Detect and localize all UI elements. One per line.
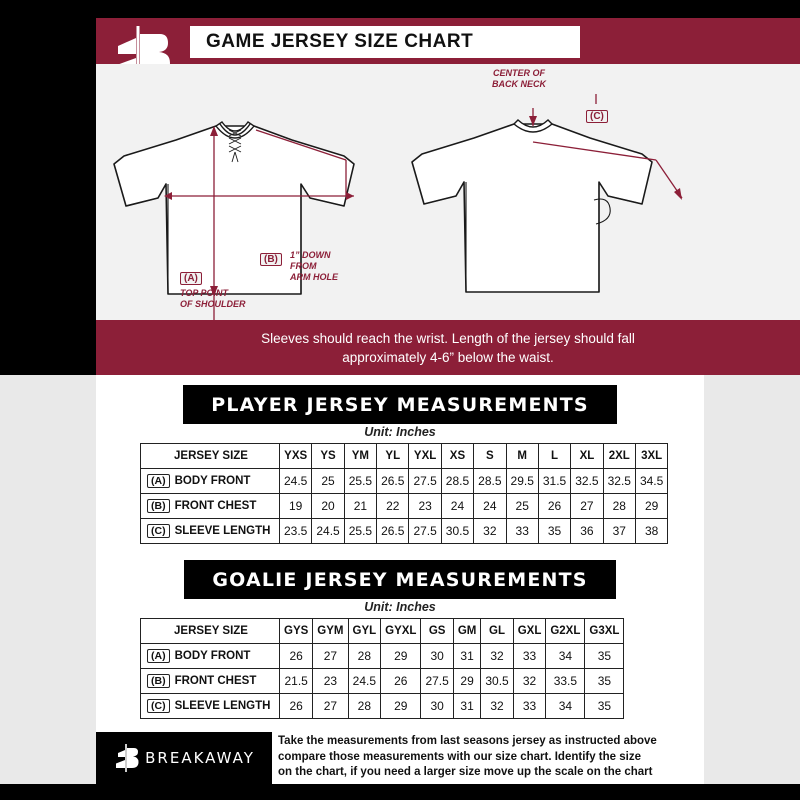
footer-brand-text: BREAKAWAY: [145, 749, 255, 767]
page-title: GAME JERSEY SIZE CHART: [206, 31, 474, 52]
header-left-black-block: [0, 18, 96, 64]
goalie-cell-0-3: 29: [381, 644, 421, 669]
goalie-size-col-g3xl: G3XL: [585, 619, 624, 644]
goalie-size-col-gyxl: GYXL: [381, 619, 421, 644]
player-cell-1-7: 25: [506, 494, 538, 519]
goalie-cell-2-2: 28: [348, 694, 381, 719]
goalie-unit-label: Unit: Inches: [364, 600, 436, 614]
player-row-label-1: (B) FRONT CHEST: [141, 494, 280, 519]
goalie-cell-0-2: 28: [348, 644, 381, 669]
table-row: [141, 669, 624, 694]
back-center-neck-label: CENTER OF BACK NECK: [492, 68, 546, 89]
goalie-row-tag-0: (A): [147, 649, 170, 663]
player-row-tag-2: (C): [147, 524, 170, 538]
table-row: [141, 644, 624, 669]
goalie-cell-1-1: 23: [313, 669, 348, 694]
player-unit-label: Unit: Inches: [364, 425, 436, 439]
player-size-col-yxl: YXL: [409, 444, 441, 469]
breakaway-b-logo-icon: [113, 743, 139, 773]
player-size-col-yxs: YXS: [280, 444, 312, 469]
jersey-illustration-area: [0, 64, 800, 320]
illustration-left-black-block: [0, 64, 96, 320]
goalie-cell-1-6: 30.5: [481, 669, 513, 694]
player-cell-0-1: 25: [312, 469, 344, 494]
goalie-cell-0-4: 30: [421, 644, 453, 669]
front-point-b-label: 1” DOWN FROM ARM HOLE: [290, 250, 338, 282]
player-cell-0-2: 25.5: [344, 469, 376, 494]
illustration-panel: [96, 64, 800, 320]
goalie-cell-1-0: 21.5: [280, 669, 313, 694]
fit-note-line-1: Sleeves should reach the wrist. Length of the jersey should fall: [261, 330, 635, 346]
goalie-size-col-gl: GL: [481, 619, 513, 644]
player-size-header: JERSEY SIZE: [141, 444, 280, 469]
goalie-size-col-gm: GM: [453, 619, 481, 644]
player-cell-2-2: 25.5: [344, 519, 376, 544]
player-row-tag-1: (B): [147, 499, 170, 513]
player-cell-0-9: 32.5: [571, 469, 603, 494]
measurements-area: [0, 375, 800, 765]
player-table-header-row: [141, 444, 668, 469]
player-section-title-wrap: [0, 385, 800, 424]
footer-instructions: [278, 734, 698, 781]
player-size-col-2xl: 2XL: [603, 444, 635, 469]
goalie-section-title: GOALIE JERSEY MEASUREMENTS: [184, 560, 615, 599]
player-size-col-l: L: [538, 444, 570, 469]
goalie-cell-2-3: 29: [381, 694, 421, 719]
player-cell-1-10: 28: [603, 494, 635, 519]
goalie-row-tag-2: (C): [147, 699, 170, 713]
goalie-section-title-wrap: [0, 560, 800, 599]
goalie-cell-0-9: 35: [585, 644, 624, 669]
goalie-cell-0-8: 34: [546, 644, 585, 669]
front-point-b-badge: (B): [260, 253, 282, 266]
player-cell-0-3: 26.5: [377, 469, 409, 494]
fit-note-band: [96, 320, 800, 375]
player-size-col-3xl: 3XL: [635, 444, 667, 469]
player-cell-0-6: 28.5: [474, 469, 506, 494]
player-size-col-ym: YM: [344, 444, 376, 469]
player-size-col-xs: XS: [441, 444, 473, 469]
goalie-cell-0-1: 27: [313, 644, 348, 669]
goalie-measurements-table: [140, 618, 624, 719]
player-cell-2-9: 36: [571, 519, 603, 544]
player-cell-0-4: 27.5: [409, 469, 441, 494]
player-cell-0-8: 31.5: [538, 469, 570, 494]
goalie-cell-2-4: 30: [421, 694, 453, 719]
player-cell-1-9: 27: [571, 494, 603, 519]
goalie-cell-1-7: 32: [513, 669, 546, 694]
goalie-size-col-gym: GYM: [313, 619, 348, 644]
player-row-tag-0: (A): [147, 474, 170, 488]
footer-brand-block: [96, 732, 272, 784]
player-cell-1-1: 20: [312, 494, 344, 519]
table-row: [141, 469, 668, 494]
goalie-cell-1-5: 29: [453, 669, 481, 694]
footer-line-1: Take the measurements from last seasons jersey as instructed above: [278, 735, 657, 747]
goalie-size-col-gyl: GYL: [348, 619, 381, 644]
goalie-cell-0-6: 32: [481, 644, 513, 669]
goalie-cell-0-5: 31: [453, 644, 481, 669]
table-row: [141, 494, 668, 519]
back-point-c-badge: (C): [586, 110, 608, 123]
goalie-cell-0-0: 26: [280, 644, 313, 669]
player-size-col-ys: YS: [312, 444, 344, 469]
goalie-cell-1-9: 35: [585, 669, 624, 694]
player-cell-1-6: 24: [474, 494, 506, 519]
player-size-col-s: S: [474, 444, 506, 469]
footer-left-grey: [0, 732, 96, 784]
player-row-label-0: (A) BODY FRONT: [141, 469, 280, 494]
player-cell-2-1: 24.5: [312, 519, 344, 544]
player-cell-1-3: 22: [377, 494, 409, 519]
goalie-size-header: JERSEY SIZE: [141, 619, 280, 644]
footer-line-3: on the chart, if you need a larger size move up the scale on the chart: [278, 766, 653, 778]
fit-note-line-2: approximately 4-6” below the waist.: [342, 349, 554, 365]
goalie-cell-2-0: 26: [280, 694, 313, 719]
goalie-cell-2-7: 33: [513, 694, 546, 719]
player-cell-0-5: 28.5: [441, 469, 473, 494]
player-size-col-yl: YL: [377, 444, 409, 469]
goalie-cell-2-9: 35: [585, 694, 624, 719]
footer-line-2: compare those measurements with our size chart. Identify the size: [278, 750, 641, 763]
player-cell-2-8: 35: [538, 519, 570, 544]
footer-bar: [0, 732, 800, 784]
goalie-table-header-row: [141, 619, 624, 644]
player-cell-0-0: 24.5: [280, 469, 312, 494]
player-cell-2-7: 33: [506, 519, 538, 544]
header-title-box: [190, 26, 580, 58]
player-cell-2-6: 32: [474, 519, 506, 544]
goalie-row-label-2: (C) SLEEVE LENGTH: [141, 694, 280, 719]
goalie-row-tag-1: (B): [147, 674, 170, 688]
goalie-size-col-gs: GS: [421, 619, 453, 644]
player-cell-0-10: 32.5: [603, 469, 635, 494]
front-point-a-label: TOP POINT OF SHOULDER: [180, 288, 246, 309]
goalie-cell-1-3: 26: [381, 669, 421, 694]
goalie-row-label-1: (B) FRONT CHEST: [141, 669, 280, 694]
goalie-cell-2-6: 32: [481, 694, 513, 719]
front-point-a-badge: (A): [180, 272, 202, 285]
player-cell-1-11: 29: [635, 494, 667, 519]
player-cell-1-0: 19: [280, 494, 312, 519]
player-cell-0-11: 34.5: [635, 469, 667, 494]
table-row: [141, 519, 668, 544]
player-size-col-m: M: [506, 444, 538, 469]
player-cell-0-7: 29.5: [506, 469, 538, 494]
goalie-cell-1-8: 33.5: [546, 669, 585, 694]
note-left-black-block: [0, 320, 96, 375]
player-size-col-xl: XL: [571, 444, 603, 469]
player-cell-2-4: 27.5: [409, 519, 441, 544]
goalie-row-label-0: (A) BODY FRONT: [141, 644, 280, 669]
player-cell-2-3: 26.5: [377, 519, 409, 544]
goalie-cell-2-1: 27: [313, 694, 348, 719]
player-row-label-2: (C) SLEEVE LENGTH: [141, 519, 280, 544]
player-cell-2-10: 37: [603, 519, 635, 544]
goalie-cell-1-2: 24.5: [348, 669, 381, 694]
goalie-cell-2-5: 31: [453, 694, 481, 719]
player-cell-2-11: 38: [635, 519, 667, 544]
player-cell-1-5: 24: [441, 494, 473, 519]
goalie-size-col-gxl: GXL: [513, 619, 546, 644]
bottom-black-bar: [0, 784, 800, 800]
player-section-title: PLAYER JERSEY MEASUREMENTS: [183, 385, 617, 424]
goalie-cell-1-4: 27.5: [421, 669, 453, 694]
player-measurements-table: [140, 443, 668, 544]
player-cell-1-8: 26: [538, 494, 570, 519]
player-cell-1-2: 21: [344, 494, 376, 519]
top-black-bar: [0, 0, 800, 18]
footer-right-grey: [704, 732, 800, 784]
goalie-size-col-g2xl: G2XL: [546, 619, 585, 644]
goalie-cell-2-8: 34: [546, 694, 585, 719]
goalie-cell-0-7: 33: [513, 644, 546, 669]
player-cell-1-4: 23: [409, 494, 441, 519]
player-cell-2-0: 23.5: [280, 519, 312, 544]
goalie-size-col-gys: GYS: [280, 619, 313, 644]
player-cell-2-5: 30.5: [441, 519, 473, 544]
table-row: [141, 694, 624, 719]
